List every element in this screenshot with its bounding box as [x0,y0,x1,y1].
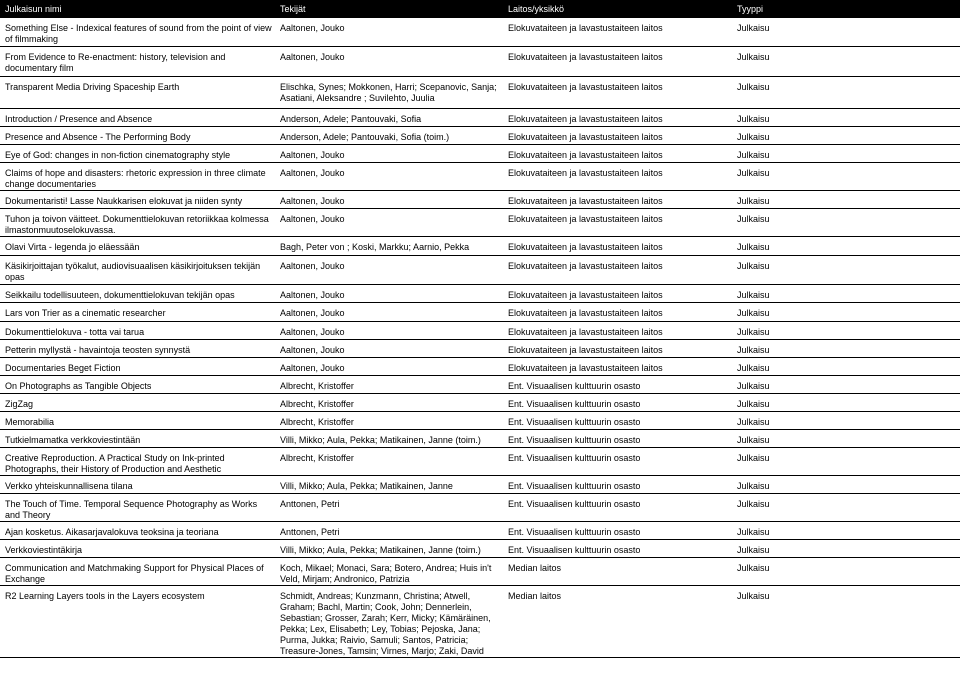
table-row [0,190,960,208]
cell-type: Julkaisu [737,452,770,463]
table-row [0,302,960,321]
cell-type: Julkaisu [737,195,770,206]
cell-title: Tuhon ja toivon väitteet. Dokumenttielokuvan retoriikkaa kolmessa ilmastonmuutoselokuvassa. [5,213,269,235]
table-row [0,321,960,339]
cell-type: Julkaisu [737,562,770,573]
header-authors: Tekijät [275,0,503,18]
table-row [0,411,960,429]
cell-type: Julkaisu [737,480,770,491]
table-row [0,46,960,76]
cell-authors: Villi, Mikko; Aula, Pekka; Matikainen, Janne (toim.) [280,544,481,555]
cell-type: Julkaisu [737,362,770,373]
cell-authors: Schmidt, Andreas; Kunzmann, Christina; Atwell, Graham; Bachl, Martin; Cook, John; Dennerlein, Sebastian; Grosser, Zarah; Kerr, Micky; Kämäräinen, Pekka; Lex, Elisabeth; Ley, Tobias; Pejoska, Jana; Purma, Jukka; Raivio, Samuli; Santos, Patricia; Treasure-Jones, Tamsin; Virnes, Marjo; Zaki, David [280,590,491,656]
cell-title: Seikkailu todellisuuteen, dokumenttielokuvan tekijän opas [5,289,235,300]
table-header [0,0,960,18]
cell-type: Julkaisu [737,416,770,427]
header-unit: Laitos/yksikkö [503,0,732,18]
cell-title: Eye of God: changes in non-fiction cinematography style [5,149,231,160]
cell-unit: Elokuvataiteen ja lavastustaiteen laitos [508,131,663,142]
cell-unit: Elokuvataiteen ja lavastustaiteen laitos [508,362,663,373]
header-row [0,0,960,18]
cell-type: Julkaisu [737,434,770,445]
cell-title: Tutkielmamatka verkkoviestintään [5,434,141,445]
cell-title: Lars von Trier as a cinematic researcher [5,307,166,318]
cell-title: From Evidence to Re-enactment: history, television and documentary film [5,51,226,73]
table-row [0,557,960,585]
cell-authors: Bagh, Peter von ; Koski, Markku; Aarnio, Pekka [280,241,470,252]
cell-type: Julkaisu [737,344,770,355]
cell-authors: Anderson, Adele; Pantouvaki, Sofia [280,113,422,124]
cell-unit: Ent. Visuaalisen kulttuurin osasto [508,480,641,491]
cell-title: ZigZag [5,398,34,409]
table-body [0,18,960,657]
cell-authors: Aaltonen, Jouko [280,23,345,33]
cell-unit: Ent. Visuaalisen kulttuurin osasto [508,452,641,463]
cell-authors: Aaltonen, Jouko [280,51,345,62]
table-row [0,539,960,557]
table-row [0,375,960,393]
cell-authors: Aaltonen, Jouko [280,213,345,224]
cell-type: Julkaisu [737,149,770,160]
cell-authors: Elischka, Synes; Mokkonen, Harri; Scepanovic, Sanja; Asatiani, Aleksandre ; Suvilehto, Juulia [280,81,497,103]
cell-title: Creative Reproduction. A Practical Study on Ink-printed Photographs, their History of Production and Aesthetic [5,452,225,474]
table-row [0,475,960,493]
cell-authors: Aaltonen, Jouko [280,289,345,300]
cell-title: Communication and Matchmaking Support for Physical Places of Exchange [5,562,264,584]
cell-authors: Aaltonen, Jouko [280,344,345,355]
cell-type: Julkaisu [737,213,770,224]
cell-type: Julkaisu [737,131,770,142]
cell-title: Verkko yhteiskunnallisena tilana [5,480,133,491]
cell-unit: Elokuvataiteen ja lavastustaiteen laitos [508,51,663,62]
cell-unit: Elokuvataiteen ja lavastustaiteen laitos [508,260,663,271]
cell-title: Ajan kosketus. Aikasarjavalokuva teoksina ja teoriana [5,526,219,537]
cell-type: Julkaisu [737,260,770,271]
cell-authors: Koch, Mikael; Monaci, Sara; Botero, Andrea; Huis in't Veld, Mirjam; Andronico, Patrizia [280,562,492,584]
cell-unit: Elokuvataiteen ja lavastustaiteen laitos [508,344,663,355]
table-row [0,76,960,108]
cell-unit: Ent. Visuaalisen kulttuurin osasto [508,398,641,409]
cell-unit: Ent. Visuaalisen kulttuurin osasto [508,544,641,555]
cell-title: The Touch of Time. Temporal Sequence Photography as Works and Theory [5,498,258,520]
cell-authors: Albrecht, Kristoffer [280,452,354,463]
cell-authors: Villi, Mikko; Aula, Pekka; Matikainen, Janne (toim.) [280,434,481,445]
table-row [0,162,960,190]
cell-authors: Anttonen, Petri [280,498,340,509]
table-row [0,208,960,236]
cell-unit: Elokuvataiteen ja lavastustaiteen laitos [508,213,663,224]
cell-authors: Anderson, Adele; Pantouvaki, Sofia (toim.) [280,131,450,142]
table-row [0,339,960,357]
cell-type: Julkaisu [737,307,770,318]
table-row [0,126,960,144]
cell-type: Julkaisu [737,526,770,537]
header-type: Tyyppi [732,0,960,18]
cell-title: Something Else - Indexical features of sound from the point of view of filmmaking [5,23,272,44]
cell-type: Julkaisu [737,241,770,252]
cell-authors: Villi, Mikko; Aula, Pekka; Matikainen, Janne [280,480,453,491]
cell-title: Käsikirjoittajan työkalut, audiovisuaalisen käsikirjoituksen tekijän opas [5,260,261,282]
table-row [0,18,960,46]
cell-authors: Aaltonen, Jouko [280,167,345,178]
table-row [0,447,960,475]
table-row [0,521,960,539]
table-row [0,236,960,255]
cell-unit: Elokuvataiteen ja lavastustaiteen laitos [508,81,663,92]
table-row [0,493,960,521]
cell-type: Julkaisu [737,498,770,509]
cell-unit: Elokuvataiteen ja lavastustaiteen laitos [508,23,663,33]
cell-authors: Aaltonen, Jouko [280,307,345,318]
cell-title: Dokumentaristi! Lasse Naukkarisen elokuvat ja niiden synty [5,195,243,206]
cell-unit: Ent. Visuaalisen kulttuurin osasto [508,434,641,445]
cell-type: Julkaisu [737,51,770,62]
cell-title: Olavi Virta - legenda jo eläessään [5,241,140,252]
cell-unit: Ent. Visuaalisen kulttuurin osasto [508,380,641,391]
cell-unit: Elokuvataiteen ja lavastustaiteen laitos [508,307,663,318]
table-row [0,284,960,302]
cell-unit: Ent. Visuaalisen kulttuurin osasto [508,416,641,427]
cell-title: Verkkoviestintäkirja [5,544,83,555]
cell-authors: Anttonen, Petri [280,526,340,537]
cell-type: Julkaisu [737,167,770,178]
cell-authors: Albrecht, Kristoffer [280,380,354,391]
table-row [0,585,960,657]
cell-type: Julkaisu [737,380,770,391]
cell-authors: Aaltonen, Jouko [280,195,345,206]
cell-title: Documentaries Beget Fiction [5,362,121,373]
table-row [0,108,960,126]
cell-authors: Aaltonen, Jouko [280,260,345,271]
cell-title: Transparent Media Driving Spaceship Earth [5,81,180,92]
cell-title: Presence and Absence - The Performing Body [5,131,191,142]
cell-title: On Photographs as Tangible Objects [5,380,152,391]
cell-unit: Elokuvataiteen ja lavastustaiteen laitos [508,195,663,206]
cell-type: Julkaisu [737,81,770,92]
cell-unit: Elokuvataiteen ja lavastustaiteen laitos [508,167,663,178]
cell-type: Julkaisu [737,113,770,124]
cell-title: Dokumenttielokuva - totta vai tarua [5,326,145,337]
cell-type: Julkaisu [737,590,770,601]
cell-title: Introduction / Presence and Absence [5,113,153,124]
cell-title: Claims of hope and disasters: rhetoric expression in three climate change documentaries [5,167,266,189]
cell-title: R2 Learning Layers tools in the Layers ecosystem [5,590,205,601]
cell-unit: Elokuvataiteen ja lavastustaiteen laitos [508,326,663,337]
table-row [0,255,960,284]
table-row [0,429,960,447]
cell-title: Memorabilia [5,416,55,427]
cell-unit: Median laitos [508,562,562,573]
header-title: Julkaisun nimi [0,0,275,18]
cell-authors: Albrecht, Kristoffer [280,398,354,409]
cell-authors: Aaltonen, Jouko [280,362,345,373]
table-row [0,357,960,375]
cell-type: Julkaisu [737,289,770,300]
cell-unit: Ent. Visuaalisen kulttuurin osasto [508,498,641,509]
cell-title: Petterin myllystä - havaintoja teosten synnystä [5,344,191,355]
cell-authors: Aaltonen, Jouko [280,326,345,337]
table-row [0,393,960,411]
cell-unit: Elokuvataiteen ja lavastustaiteen laitos [508,149,663,160]
cell-type: Julkaisu [737,398,770,409]
cell-authors: Aaltonen, Jouko [280,149,345,160]
cell-unit: Elokuvataiteen ja lavastustaiteen laitos [508,289,663,300]
cell-unit: Elokuvataiteen ja lavastustaiteen laitos [508,113,663,124]
cell-type: Julkaisu [737,23,770,33]
cell-authors: Albrecht, Kristoffer [280,416,354,427]
cell-unit: Median laitos [508,590,562,601]
cell-type: Julkaisu [737,544,770,555]
table-row [0,144,960,162]
cell-type: Julkaisu [737,326,770,337]
cell-unit: Elokuvataiteen ja lavastustaiteen laitos [508,241,663,252]
cell-unit: Ent. Visuaalisen kulttuurin osasto [508,526,641,537]
